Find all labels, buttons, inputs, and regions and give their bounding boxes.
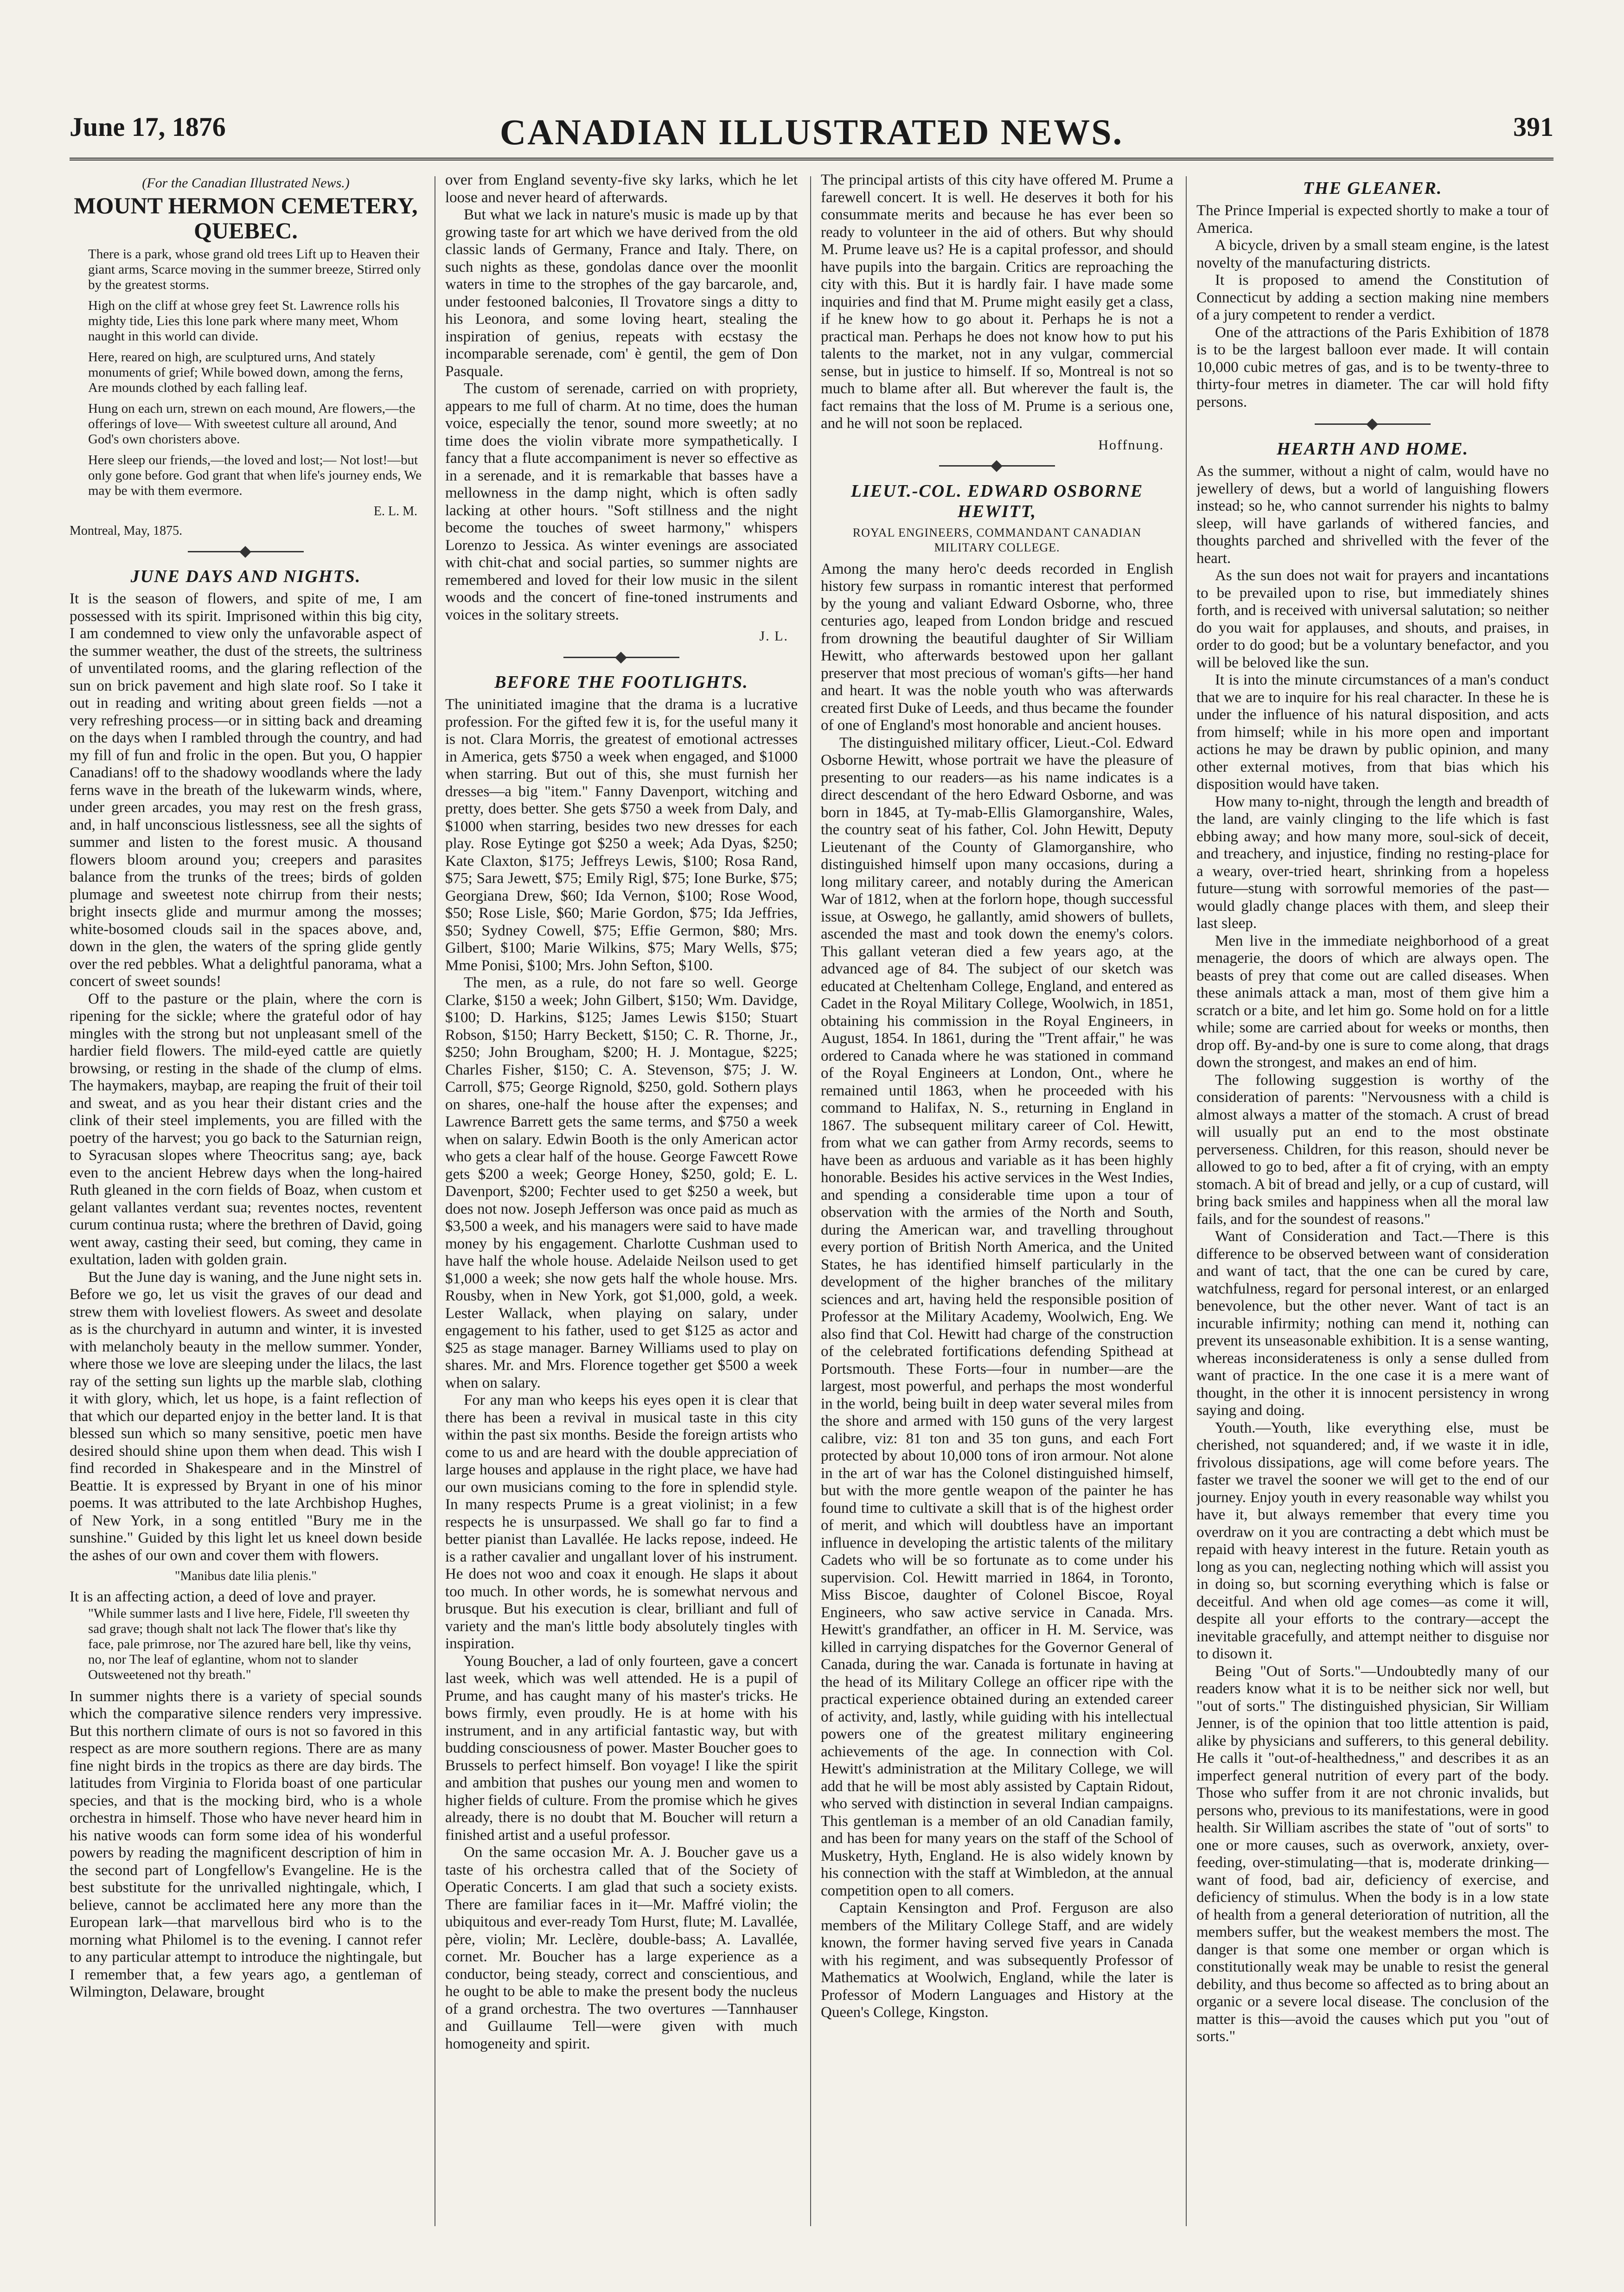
paragraph: One of the attractions of the Paris Exhibition of 1878 is to be the largest balloon ever made. It will contain 10,000 cubic metres of gas, and is to be twenty-three to thirty-four metres in diameter. The car will hold fifty persons. <box>1196 324 1549 410</box>
paragraph: On the same occasion Mr. A. J. Boucher gave us a taste of his orchestra called that of the Society of Operatic Concerts. I am glad that such a society exists. There are familiar faces in it—Mr. Maffré violin; the ubiquitous and ever-ready Tom Hurst, flute; M. Lavallée, père, violin; Mr. Leclère, double-bass; A. Lavallée, cornet. Mr. Boucher has a large experience as a conductor, being steady, correct and conscientious, and he ought to be able to make the present body the nucleus of a grand orchestra. The two overtures —Tannhauser and Guillaume Tell—were given with much homogeneity and spirit. <box>445 1844 798 2052</box>
paragraph: The uninitiated imagine that the drama is a lucrative profession. For the gifted few it is, for the useful many it is not. Clara Morris, the greatest of emotional actresses in America, gets $750 a week when engaged, and $1000 when starring. But out of this, she must furnish her dresses—a big "item." Fanny Davenport, witching and pretty, does better. She gets $750 a week from Daly, and $1000 when starring, besides two new dresses for each play. Rose Eytinge got $250 a week; Ada Dyas, $250; Kate Claxton, $175; Jeffreys Lewis, $100; Rosa Rand, $75; Sara Jewett, $75; Emily Rigl, $75; Ione Burke, $75; Georgiana Drew, $60; Ida Vernon, $100; Rose Wood, $50; Rose Lisle, $60; Marie Gordon, $75; Ida Jeffries, $50; Sydney Cowell, $75; Effie Germon, $80; Mrs. Gilbert, $100; Marie Wilkins, $75; Mary Wells, $75; Mme Ponisi, $100; Mrs. John Sefton, $100. <box>445 696 798 974</box>
article-signature: Hoffnung. <box>1098 437 1164 453</box>
article-title: JUNE DAYS AND NIGHTS. <box>130 567 361 586</box>
paragraph: It is into the minute circumstances of a man's conduct that we are to inquire for his real character. In these he is under the influence of his natural disposition, and acts from himself; while in his more open and important actions he may be drawn by public opinion, and many other external motives, from that bias which his disposition would have taken. <box>1196 672 1549 793</box>
paragraph: The following suggestion is worthy of the consideration of parents: "Nervousness with a child is almost always a matter of the stomach. A crust of bread will usually put an end to the most obstinate perverseness. Children, for this reason, should never be allowed to go to bed, after a fit of crying, with an empty stomach. A bit of bread and jelly, or a cup of custard, will bring back smiles and happiness when all the moral law fails, and for the soundest of reasons." <box>1196 1071 1549 1228</box>
section-ornament <box>821 458 1173 474</box>
poem-title: MOUNT HERMON CEMETERY, QUEBEC. <box>74 192 418 243</box>
paragraph: It is proposed to amend the Constitution of Connecticut by adding a section making nine members of a jury competent to render a verdict. <box>1196 272 1549 323</box>
article-title: LIEUT.-COL. EDWARD OSBORNE HEWITT, <box>850 481 1144 521</box>
paragraph: The men, as a rule, do not fare so well. George Clarke, $150 a week; John Gilbert, $150; Wm. Davidge, $100; D. Harkins, $125; James Lewis $150; Stuart Robson, $150; Harry Beckett, $150; C. R. Thorne, Jr., $250; John Brougham, $200; H. J. Montague, $225; Charles Fisher, $150; C. A. Stevenson, $75; J. W. Carroll, $75; George Rignold, $250, gold. Sothern plays on shares, one-half the house after the expenses; and Lawrence Barrett gets the same terms, and $750 a week when on salary. Edwin Booth is the only American actor who gets a clear half of the house. George Fawcett Rowe gets $200 a week; George Honey, $250, gold; E. L. Davenport, $200; Fechter used to get $250 a week, but does not now. Joseph Jefferson was once paid as much as $3,500 a week, and his managers were said to have made money by his engagement. Charlotte Cushman used to have half the whole house. Adelaide Neilson used to get $1,000 a week; she now gets half the whole house. Mrs. Rousby, when in New York, got $1,000, gold, a week. Lester Wallack, when playing on salary, under engagement to his father, used to get $125 as actor and $25 as stage manager. Barney Williams used to play on shares. Mr. and Mrs. Florence together get $500 a week when on salary. <box>445 974 798 1391</box>
paragraph: Being "Out of Sorts."—Undoubtedly many of our readers know what it is to be neither sick nor well, but "out of sorts." The distinguished physician, Sir William Jenner, is of the opinion that too little attention is paid, alike by physicians and sufferers, to this general debility. He calls it "out-of-healthedness," and describes it as an imperfect general nutrition of every part of the body. Those who suffer from it are not chronic invalids, but persons who, previous to its manifestations, were in good health. Sir William ascribes the state of "out of sorts" to one or more causes, such as overwork, anxiety, over-feeding, over-stimulating—that is, moderate drinking—want of food, bad air, deficiency of exercise, and deficiency of stimulus. When the body is in a low state of health from a general deterioration of nutrition, all the members suffer, but the weakest members the most. The danger is that some one member or organ which is constitutionally weak may be unable to resist the general debility, and thus become so affected as to bring about an organic or a severe local disease. The conclusion of the matter is this—avoid the causes which put you "out of sorts." <box>1196 1663 1549 2045</box>
paragraph: The Prince Imperial is expected shortly to make a tour of America. <box>1196 202 1549 237</box>
paragraph: In summer nights there is a variety of special sounds which the comparative silence renders very impressive. But this northern climate of ours is not so favored in this respect as are more southern regions. There are as many fine night birds in the tropics as there are day birds. The latitudes from Virginia to Florida boast of one particular species, and that is the mocking bird, who is a whole orchestra in himself. Those who have never heard him in his native woods can form some idea of his wonderful powers by reading the magnificent description of him in the second part of Longfellow's Evangeline. He is the best substitute for the unrivalled nightingale, which, I believe, cannot be acclimated here any more than the European lark—that marvellous bird who is to the morning what Philomel is to the evening. I cannot refer to any particular attempt to introduce the nightingale, but I remember that, a few years ago, a gentleman of Wilmington, Delaware, brought <box>70 1688 422 2000</box>
column-divider <box>1186 176 1187 2226</box>
paragraph: Men live in the immediate neighborhood of a great menagerie, the doors of which are always open. The beasts of prey that come out are called diseases. When these animals attack a man, most of them give him a scratch or a bite, and let him go. Some hold on for a little while; some are carried about for weeks or months, then drop off. By-and-by one is sure to come along, that drags down the strongest, and makes an end of him. <box>1196 932 1549 1071</box>
paragraph: Among the many hero'c deeds recorded in English history few surpass in romantic interest that performed by the young and valiant Edward Osborne, who, three centuries ago, leaped from London bridge and rescued from drowning the beautiful daughter of Sir William Hewitt, who afterwards bestowed upon her gallant preserver that most precious of woman's gifts—her hand and heart. It was the noble youth who was afterwards created first Duke of Leeds, and thus became the founder of one of England's most honorable and ancient houses. <box>821 560 1173 734</box>
poem-credit: (For the Canadian Illustrated News.) <box>142 175 350 191</box>
paragraph: Youth.—Youth, like everything else, must be cherished, not squandered; and, if we waste it in idle, frivolous dissipations, age will come before years. The faster we travel the sooner we will get to the end of our journey. Enjoy youth in every reasonable way whilst you have it, but always remember that every time you overdraw on it you are contracting a debt which must be repaid with heavy interest in the future. Retain youth as long as you can, neglecting nothing which will assist you in doing so, but scorning everything which is false or deceitful. And when old age comes—as come it will, despite all your efforts to the contrary—accept the inevitable gracefully, and attempt neither to disguise nor to disown it. <box>1196 1419 1549 1662</box>
paragraph: The custom of serenade, carried on with propriety, appears to me full of charm. At no time, does the human voice, especially the tenor, sound more sweetly; at no time does the violin vibrate more sympathetically. I fancy that a flute accompaniment is never so effective as in a serenade, and it is remarkable that basses have a mellowness in the damp night, which is often sadly lacking at other hours. "Soft stillness and the night become the touches of sweet harmony," whispers Lorenzo to Jessica. As winter evenings are associated with chit-chat and social parties, so summer nights are remembered and loved for their low music in the silent woods and the concert of fine-toned instruments and voices in the solitary streets. <box>445 380 798 623</box>
poem-stanza: Here, reared on high, are sculptured urns, And stately monuments of grief; While bowed down, among the ferns, Are mounds clothed by each falling leaf. <box>88 350 403 395</box>
article-signature: J. L. <box>759 628 788 644</box>
paragraph: For any man who keeps his eyes open it is clear that there has been a revival in musical taste in this city within the past six months. Beside the foreign artists who come to us and are heard with the double appreciation of large houses and applause in the right place, we have had our own musicians coming to the fore in splendid style. In many respects Prume is a great violinist; in a few respects he is unsurpassed. We shall go far to find a better pianist than Lavallée. He lacks repose, indeed. He is a rather cavalier and ungallant lover of his instrument. He does not woo and coax it enough. He slaps it about too much. In other words, he is somewhat nervous and brusque. But his execution is clear, brilliant and full of variety and the man's little body absolutely tingles with inspiration. <box>445 1392 798 1652</box>
paragraph: But what we lack in nature's music is made up by that growing taste for art which we have derived from the old classic lands of Germany, France and Italy. There, on such nights as these, gondolas dance over the moonlit waters in time to the strophes of the gay barcarole, and, under festooned balconies, Il Trovatore sings a ditty to his Leonora, and some loving heart, stealing the inspiration of genius, repeats with ecstasy the incomparable serenade, com' è gentil, the gem of Don Pasquale. <box>445 206 798 380</box>
newspaper-title: CANADIAN ILLUSTRATED NEWS. <box>499 112 1124 152</box>
paragraph: It is an affecting action, a deed of love and prayer. <box>70 1588 376 1605</box>
quoted-verse: "While summer lasts and I live here, Fidele, I'll sweeten thy sad grave; though shalt not lack The flower that's like thy face, pale primrose, nor The azured hare bell, like thy veins, no, nor The leaf of eglantine, whom not to slander Outsweetened not thy breath." <box>88 1606 411 1682</box>
masthead <box>70 93 1554 162</box>
column-1 <box>70 172 422 2231</box>
paragraph: A bicycle, driven by a small steam engine, is the latest novelty of the manufacturing districts. <box>1196 237 1549 271</box>
poem-stanza: High on the cliff at whose grey feet St. Lawrence rolls his mighty tide, Lies this lone park where many meet, Whom naught in this world can divide. <box>88 298 400 344</box>
paragraph: Want of Consideration and Tact.—There is this difference to be observed between want of consideration and want of tact, that the one can be cured by care, watchfulness, regard for personal interest, or an enlarged benevolence, but the other never. Want of tact is an incurable infirmity; nothing can mend it, nothing can prevent its unseasonable exhibition. It is a sense wanting, whereas inconsiderateness is only a sense dulled from want of practice. In the one case it is a mere want of thought, in the other it is innocent persistency in wrong saying and doing. <box>1196 1228 1549 1419</box>
paragraph: It is the season of flowers, and spite of me, I am possessed with its spirit. Imprisoned within this big city, I am condemned to view only the unfavorable aspect of the summer weather, the dust of the streets, the sultriness of unventilated rooms, and the glaring reflection of the sun on brick pavement and high slate roof. So I take it out in reading and writing about green fields —not a very refreshing process—or in sitting back and dreaming on the days when I rambled through the country, and had my fill of fun and frolic in the open. But you, O happier Canadians! off to the shadowy woodlands where the lady ferns wave in the breath of the lukewarm winds, where, under green arcades, you may rest on the fresh grass, and, in half unconscious listlessness, see all the sights of summer and listen to the forest music. A thousand flowers bloom around you; creepers and parasites balance from the trunks of the trees; birds of golden plumage and sweetest note chirrup from their nests; bright insects glide and murmur among the mosses; white-bosomed clouds sail in the spaces above, and, down in the glen, the waters of the spring glide gently over the red pebbles. What a delightful panorama, what a concert of sweet sounds! <box>70 590 422 990</box>
column-divider <box>810 176 811 2226</box>
paragraph: Young Boucher, a lad of only fourteen, gave a concert last week, which was well attended. He is a pupil of Prume, and has caught many of his master's tricks. He bows firmly, even proudly. He is at home with his instrument, and in any artificial fantastic way, but with budding consciousness of power. Master Boucher goes to Brussels to perfect himself. Bon voyage! I like the spirit and ambition that pushes our young men and women to higher fields of culture. From the promise which he gives already, there is no doubt that M. Boucher will return a finished artist and a useful professor. <box>445 1652 798 1844</box>
paragraph: The distinguished military officer, Lieut.-Col. Edward Osborne Hewitt, whose portrait we have the pleasure of presenting to our readers—as his name indicates is a direct descendant of the hero Edward Osborne, and was born in 1845, at Ty-mab-Ellis Glamorganshire, Wales, the country seat of his father, Col. John Hewitt, Deputy Lieutenant of the County of Glamorganshire, who distinguished himself upon many occasions, during a long military career, and notably during the American War of 1812, when at the forlorn hope, though successful issue, at Oswego, he gallantly, amid showers of bullets, ascended the mast and took down the enemy's colors. This gallant veteran died a few years ago, at the advanced age of 84. The subject of our sketch was educated at Cheltenham College, England, and entered as Cadet in the Royal Military College, Woolwich, in 1851, obtaining his commission in the Royal Engineers, in August, 1854. In 1861, during the "Trent affair," he was ordered to Canada where he was stationed in command of the Royal Engineers at London, Ont., where he remained until 1863, when he proceeded with his command to Halifax, N. S., returning in England in 1867. The subsequent military career of Col. Hewitt, from what we can gather from Army records, seems to have been as arduous and variable as it has been highly honorable. Besides his active services in the West Indies, and spending a considerable time upon a tour of observation with the armies of the North and South, during the American war, and travelling throughout every portion of British North America, and the United States, he has identified himself particularly in the development of the higher branches of the military sciences and art, having held the responsible position of Professor at the Military Academy, Woolwich, Eng. We also find that Col. Hewitt had charge of the construction of the celebrated fortifications defending Spithead at Portsmouth. These Forts—four in number—are the largest, most powerful, and perhaps the most wonderful in the world, being built in deep water several miles from the shore and armed with 150 guns of the very largest calibre, viz: 81 ton and 35 ton guns, and each Fort protected by about 10,000 tons of iron armour. Not alone in the art of war has the Colonel distinguished himself, but with the more gentle weapon of the painter he has found time to cultivate a skill that is of the highest order of merit, and which will doubtless have an important influence in developing the artistic talents of the military Cadets who will be so fortunate as to come under his supervision. Col. Hewitt married in 1864, in Toronto, Miss Biscoe, daughter of Colonel Biscoe, Royal Engineers, who saw active service in Canada. Mrs. Hewitt's grandfather, an officer in H. M. Service, was killed in carrying dispatches for the Governor General of Canada, during the war. Canada is fortunate in having at the head of its Military College an officer ripe with the practical experience obtained during an extended career of activity, and, lastly, while guiding with his intellectual powers one of the greatest military engineering achievements of the age. In connection with Col. Hewitt's administration at the Military College, we will add that he will be most ably assisted by Captain Ridout, who served with distinction in several Indian campaigns. This gentleman is a member of an old Canadian family, and has been for many years on the staff of the School of Musketry, Hyth, England. He is also widely known by his connection with the staff at Wimbledon, at the annual competition open to all comers. <box>821 734 1173 1899</box>
article-subtitle: ROYAL ENGINEERS, COMMANDANT CANADIAN MILITARY COLLEGE. <box>852 525 1142 554</box>
poem-stanza: There is a park, whose grand old trees Lift up to Heaven their giant arms, Scarce moving in the summer breeze, Stirred only by the greatest storms. <box>88 247 421 292</box>
page-number: 391 <box>1513 112 1554 142</box>
section-ornament <box>70 543 422 560</box>
paragraph: How many to-night, through the length and breadth of the land, are vainly clinging to the life which is fast ebbing away; and how many more, soul-sick of deceit, and treachery, and injustice, finding no resting-place for a weary, over-tried heart, shrinking from a hopeless future—stung with sorrowful memories of the past—would gladly change places with them, and sleep their last sleep. <box>1196 793 1549 932</box>
column-2 <box>445 172 798 2231</box>
poem-signature: E. L. M. <box>373 504 417 519</box>
poem-place: Montreal, May, 1875. <box>70 524 183 538</box>
latin-quote: "Manibus date lilia plenis." <box>175 1569 317 1583</box>
paragraph: But the June day is waning, and the June night sets in. Before we go, let us visit the graves of our dead and strew them with loveliest flowers. As sweet and desolate as is the churchyard in autumn and winter, it is invested with melancholy beauty in the mellow summer. Yonder, where those we love are sleeping under the lilacs, the last ray of the setting sun lights up the marble slab, clothing it with glory, which, let us hope, is a faint reflection of that which our departed enjoy in the better land. It is that blessed sun which so many sensitive, poetic men have desired should shine upon them when dead. This wish I find recorded in Shakespeare and in the Minstrel of Beattie. It is expressed by Bryant in one of his minor poems. It was attributed to the late Archbishop Hughes, of New York, in a song entitled "Bury me in the sunshine." Guided by this light let us kneel down beside the ashes of our own and cover them with flowers. <box>70 1268 422 1564</box>
paragraph: Off to the pasture or the plain, where the corn is ripening for the sickle; where the grateful odor of hay mingles with the strong but not unpleasant smell of the hardier field flowers. The mild-eyed cattle are quietly browsing, or resting in the shade of the clump of elms. The haymakers, maybap, are reaping the fruit of their toil and sweat, and as you hear their distant cries and the clink of their steel implements, you are filled with the poetry of the harvest; you go back to the Saturnian reign, to Syracusan slopes where Theocritus sang; aye, back even to the ancient Hebrew days when the long-haired Ruth gleaned in the corn fields of Boaz, when custom et gelant vallantes verdant sua; reventes noctes, reventent curum continua rusta; where the brethren of David, going went away, casting their seed, but coming, they came in exultation, laden with golden grain. <box>70 990 422 1268</box>
section-ornament <box>1196 416 1549 432</box>
article-title: HEARTH AND HOME. <box>1277 439 1469 459</box>
poem-stanza: Here sleep our friends,—the loved and lost;— Not lost!—but only gone before. God grant that when life's journey ends, We may be with them evermore. <box>88 453 422 498</box>
paragraph: As the sun does not wait for prayers and incantations to be prevailed upon to rise, but immediately shines forth, and is received with universal salutation; so neither do you wait for applauses, and shouts, and praises, in order to do good; but be a voluntary benefactor, and you will be beloved like the sun. <box>1196 567 1549 671</box>
paragraph: over from England seventy-five sky larks, which he let loose and never heard of afterwards. <box>445 172 798 206</box>
column-3 <box>821 172 1173 2231</box>
paragraph: As the summer, without a night of calm, would have no jewellery of dews, but a world of languishing flowers instead; so he, who cannot surrender his nights to balmy sleep, will have garlands of withered fancies, and thoughts parched and shrivelled with the fever of the heart. <box>1196 463 1549 567</box>
column-4 <box>1196 172 1549 2231</box>
poem-stanza: Hung on each urn, strewn on each mound, Are flowers,—the offerings of love— With sweetest culture all around, And God's own choristers above. <box>88 401 416 447</box>
section-ornament <box>445 649 798 666</box>
article-title: BEFORE THE FOOTLIGHTS. <box>494 672 748 692</box>
header-rule <box>70 158 1554 160</box>
paragraph: Captain Kensington and Prof. Ferguson are also members of the Military College Staff, and are widely known, the former having served five years in Canada with his regiment, and was subsequently Professor of Mathematics at Woolwich, England, while the later is Professor of Modern Languages and History at the Queen's College, Kingston. <box>821 1900 1173 2021</box>
article-title: THE GLEANER. <box>1303 179 1443 198</box>
paragraph: The principal artists of this city have offered M. Prume a farewell concert. It is well. He deserves it both for his consummate merits and because he has ever been so ready to volunteer in the aid of others. But why should M. Prume leave us? He is a capital professor, and should have pupils into the bargain. Critics are reproaching the city with this. But it is hardly fair. I have made some inquiries and find that M. Prume might easily get a class, if he knew how to go about it. Perhaps he is not a practical man. Perhaps he does not know how to put his talents to the market, not in any vulgar, commercial sense, but in justice to himself. If so, Montreal is not so much to blame after all. But wherever the fault is, the fact remains that the loss of M. Prume is a serious one, and he will not soon be replaced. <box>821 172 1173 432</box>
issue-date: June 17, 1876 <box>70 112 226 142</box>
